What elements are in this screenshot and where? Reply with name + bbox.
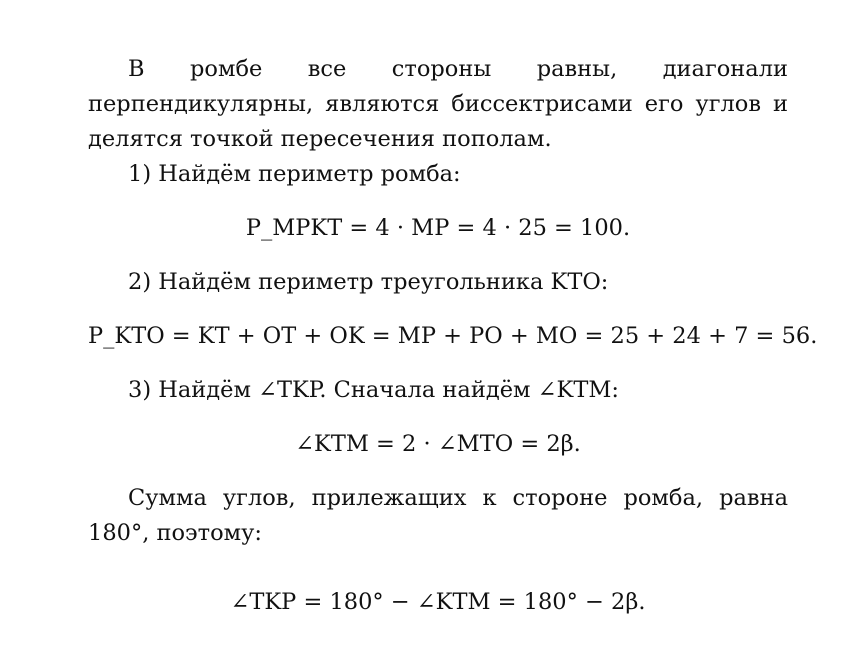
sum-paragraph: Сумма углов, прилежащих к стороне ромба, равна 180°, поэтому: [88, 485, 788, 546]
document-page [88, 52, 818, 620]
formula-perimeter-triangle: P_KTO = KT + OT + OK = MP + PO + MO = 25 + 24 + 7 = 56. [88, 323, 818, 349]
formula-angle-ktm: ∠KTM = 2 · ∠MTO = 2β. [295, 431, 581, 457]
formula-angle-tkp: ∠TKP = 180° − ∠KTM = 180° − 2β. [230, 589, 646, 615]
intro-paragraph: В ромбе все стороны равны, диагонали перпендикулярны, являются биссектрисами его углов и делятся точкой пересечения пополам. [88, 56, 788, 152]
step3-paragraph: 3) Найдём ∠TKP. Сначала найдём ∠KTM: [128, 377, 619, 403]
formula-perimeter-rhombus: P_MPKT = 4 · MP = 4 · 25 = 100. [245, 215, 631, 241]
step2-paragraph: 2) Найдём периметр треугольника KTO: [128, 269, 609, 295]
step1-paragraph: 1) Найдём периметр ромба: [128, 161, 461, 187]
